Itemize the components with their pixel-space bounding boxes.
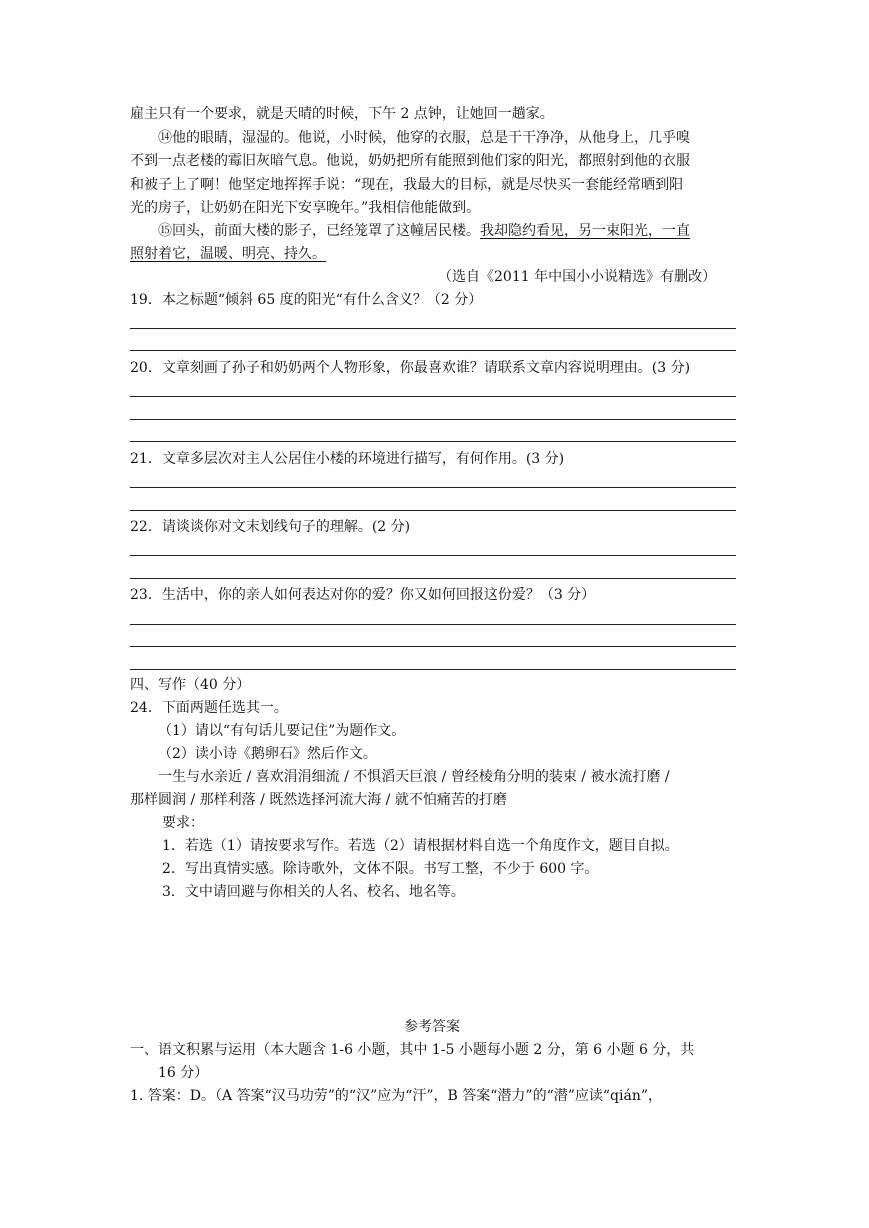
story-paragraph-14-line: 和被子上了啊！他坚定地挥挥手说：“现在，我最大的目标，就是尽快买一套能经常晒到阳 — [130, 177, 684, 193]
question-20: 20．文章刻画了孙子和奶奶两个人物形象，你最喜欢谁？请联系文章内容说明理由。(3 分) — [130, 360, 691, 376]
story-paragraph-15-line — [130, 244, 326, 264]
story-paragraph-15-plain: ⑮回头，前面大楼的影子，已经笼罩了这幢居民楼。 — [158, 223, 480, 239]
answer-line — [130, 555, 736, 556]
answer-line — [130, 669, 736, 670]
writing-option-1: （1）请以“有句话儿要记住”为题作文。 — [158, 723, 406, 739]
question-24: 24．下面两题任选其一。 — [130, 700, 288, 716]
source-citation: （选自《2011 年中国小小说精选》有删改） — [438, 269, 717, 285]
answers-section-heading: 16 分） — [158, 1065, 209, 1081]
answer-line — [130, 487, 736, 488]
underlined-sentence: 照射着它，温暖、明亮、持久。 — [130, 246, 326, 262]
question-21: 21．文章多层次对主人公居住小楼的环境进行描写，有何作用。(3 分) — [130, 451, 565, 467]
poem-line: 那样圆润 / 那样利落 / 既然选择河流大海 / 就不怕痛苦的打磨 — [130, 792, 507, 808]
answer-line — [130, 646, 736, 647]
requirement-item: 2．写出真情实感。除诗歌外，文体不限。书写工整，不少于 600 字。 — [162, 861, 599, 877]
requirement-item: 1．若选（1）请按要求写作。若选（2）请根据材料自选一个角度作文，题目自拟。 — [162, 838, 679, 854]
answer-line — [130, 441, 736, 442]
requirements-label: 要求： — [162, 815, 204, 831]
answer-line — [130, 396, 736, 397]
question-23: 23．生活中，你的亲人如何表达对你的爱？你又如何回报这份爱？（3 分） — [130, 587, 596, 603]
underlined-sentence: 我却隐约看见，另一束阳光，一直 — [480, 223, 690, 239]
story-paragraph-13-tail: 雇主只有一个要求，就是天晴的时候，下午 2 点钟，让她回一趟家。 — [130, 106, 554, 122]
answer-line — [130, 578, 736, 579]
answer-line — [130, 419, 736, 420]
question-19: 19．本之标题“倾斜 65 度的阳光“有什么含义？（2 分） — [130, 292, 483, 308]
answers-title: 参考答案 — [404, 1019, 460, 1035]
answer-line — [130, 350, 736, 351]
story-paragraph-14-line: 不到一点老楼的霉旧灰暗气息。他说，奶奶把所有能照到他们家的阳光，都照射到他的衣服 — [130, 153, 690, 169]
answer-line — [130, 624, 736, 625]
requirement-item: 3．文中请回避与你相关的人名、校名、地名等。 — [162, 884, 465, 900]
answers-section-heading: 一、语文积累与运用（本大题含 1-6 小题，其中 1-5 小题每小题 2 分，第 6 小题 6 分，共 — [130, 1042, 695, 1058]
story-paragraph-14-line: ⑭他的眼睛，湿湿的。他说，小时候，他穿的衣服，总是干干净净，从他身上，几乎嗅 — [158, 130, 690, 146]
question-22: 22．请谈谈你对文末划线句子的理解。(2 分) — [130, 519, 411, 535]
section-heading-writing: 四、写作（40 分） — [130, 677, 251, 693]
answer-1: 1. 答案：D。（A 答案“汉马功劳”的“汉”应为“汗”，B 答案“潜力”的“潜”应读“qián”， — [130, 1088, 663, 1104]
poem-line: 一生与水亲近 / 喜欢涓涓细流 / 不惧滔天巨浪 / 曾经棱角分明的装束 / 被水流打磨 / — [158, 769, 670, 785]
writing-option-2: （2）读小诗《鹅卵石》然后作文。 — [158, 746, 377, 762]
answer-line — [130, 328, 736, 329]
answer-line — [130, 510, 736, 511]
story-paragraph-14-line: 光的房子，让奶奶在阳光下安享晚年。”我相信他能做到。 — [130, 200, 481, 216]
story-paragraph-15-line — [158, 221, 690, 241]
